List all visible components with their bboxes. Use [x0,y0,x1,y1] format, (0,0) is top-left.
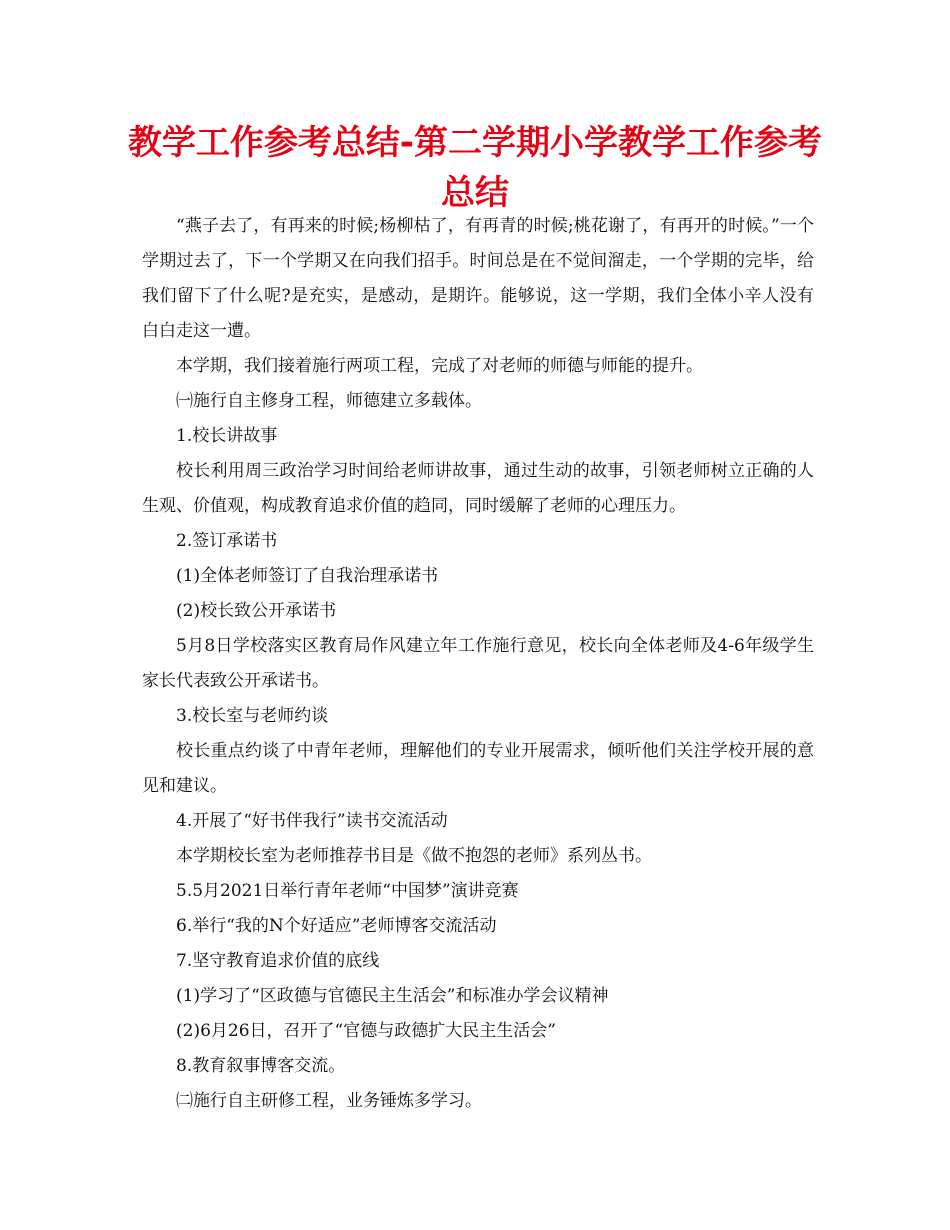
item-heading-5: 5.5月2021日举行青年老师“中国梦”演讲竞赛 [176,881,519,901]
paragraph-intro: “燕子去了，有再来的时候;杨柳枯了，有再青的时候;桃花谢了，有再开的时候。”一个学期过去了，下一个学期又在向我们招手。时间总是在不觉间溜走，一个学期的完毕，给我们留下了什么呢?是充实，是感动，是期许。能够说，这一学期，我们全体小辛人没有白白走这一遭。 [142,216,814,341]
sub-item-2-2: (2)校长致公开承诺书 [176,601,337,621]
paragraph-item-4: 本学期校长室为老师推荐书目是《做不抱怨的老师》系列丛书。 [176,846,652,866]
sub-item-7-2: (2)6月26日，召开了“官德与政德扩大民主生活会” [176,1021,556,1041]
item-heading-2: 2.签订承诺书 [176,531,278,551]
item-heading-6: 6.举行“我的N个好适应”老师博客交流活动 [176,916,497,936]
item-heading-3: 3.校长室与老师约谈 [176,706,329,726]
paragraph-item-1: 校长利用周三政治学习时间给老师讲故事，通过生动的故事，引领老师树立正确的人生观、价值观，构成教育追求价值的趋同，同时缓解了老师的心理压力。 [142,461,814,516]
item-heading-8: 8.教育叙事博客交流。 [176,1056,346,1076]
sub-item-2-1: (1)全体老师签订了自我治理承诺书 [176,566,439,586]
section-heading-1: ㈠施行自主修身工程，师德建立多载体。 [176,391,482,411]
document-title: 教学工作参考总结-第二学期小学教学工作参考总结 [127,123,823,213]
document-body [142,209,814,1119]
item-heading-1: 1.校长讲故事 [176,426,278,446]
paragraph-overview: 本学期，我们接着施行两项工程，完成了对老师的师德与师能的提升。 [176,356,703,376]
section-heading-2: ㈡施行自主研修工程，业务锤炼多学习。 [176,1091,482,1111]
paragraph-item-2: 5月8日学校落实区教育局作风建立年工作施行意见，校长向全体老师及4-6年级学生家长代表致公开承诺书。 [142,636,814,691]
item-heading-7: 7.坚守教育追求价值的底线 [176,951,380,971]
item-heading-4: 4.开展了“好书伴我行”读书交流活动 [176,811,448,831]
paragraph-item-3: 校长重点约谈了中青年老师，理解他们的专业开展需求，倾听他们关注学校开展的意见和建议。 [142,741,814,796]
sub-item-7-1: (1)学习了“区政德与官德民主生活会”和标准办学会议精神 [176,986,609,1006]
